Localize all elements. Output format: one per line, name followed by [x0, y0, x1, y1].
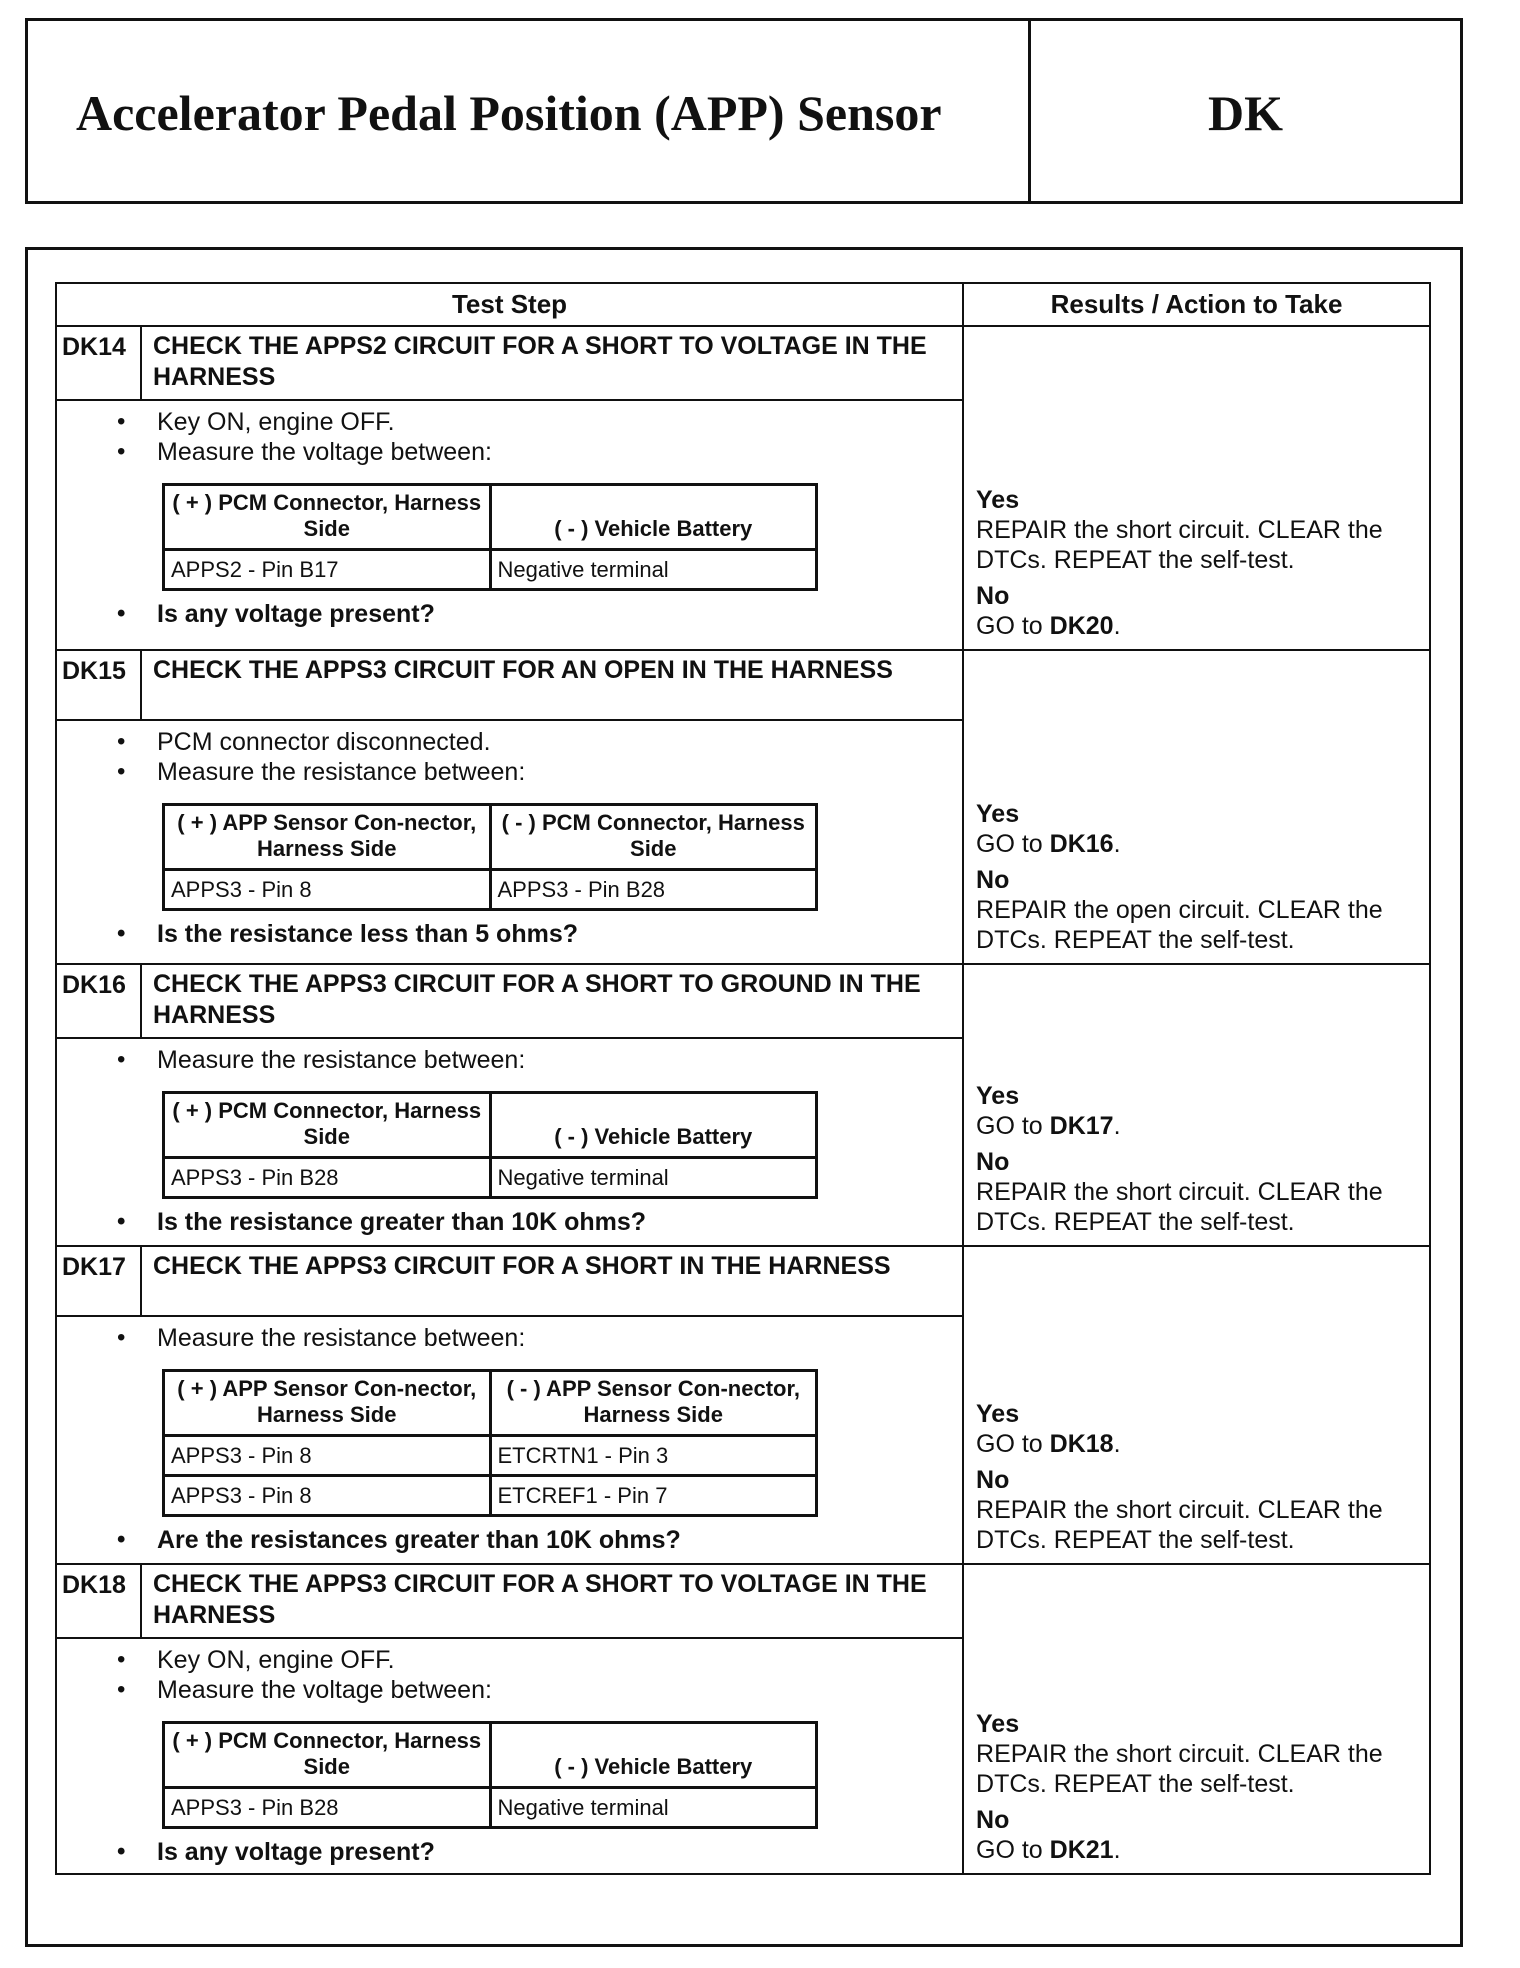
section-code: DK — [1208, 85, 1283, 141]
yes-action: REPAIR the short circuit. CLEAR the DTCs. REPEAT the self-test. — [976, 516, 1383, 574]
step-result — [963, 1246, 1430, 1564]
instruction-item: • Measure the voltage between: — [157, 437, 962, 467]
instruction-item: • PCM connector disconnected. — [157, 727, 962, 757]
instruction-item: • Measure the resistance between: — [157, 1323, 962, 1353]
measurement-cell: APPS3 - Pin B28 — [490, 870, 817, 910]
measurement-table — [162, 1721, 818, 1829]
yes-action: REPAIR the short circuit. CLEAR the DTCs. REPEAT the self-test. — [976, 1740, 1383, 1798]
step-row-dk15 — [56, 650, 1430, 720]
step-id: DK17 — [56, 1246, 141, 1316]
measurement-header: ( + ) PCM Connector, Harness Side — [164, 485, 491, 550]
step-id: DK18 — [56, 1564, 141, 1638]
question-list — [57, 1207, 962, 1237]
measurement-header: ( - ) Vehicle Battery — [490, 1093, 817, 1158]
question-list — [57, 1525, 962, 1555]
yes-label: Yes — [976, 1400, 1020, 1428]
results-header: Results / Action to Take — [963, 283, 1430, 326]
no-action: REPAIR the short circuit. CLEAR the DTCs. REPEAT the self-test. — [976, 1178, 1383, 1236]
measurement-header: ( + ) APP Sensor Con-nector, Harness Side — [164, 1371, 491, 1436]
measurement-cell: APPS3 - Pin 8 — [164, 1436, 491, 1476]
measurement-cell: APPS3 - Pin B28 — [164, 1788, 491, 1828]
step-body — [56, 400, 963, 650]
yes-label: Yes — [976, 486, 1020, 514]
step-result — [963, 964, 1430, 1246]
measurement-header: ( - ) Vehicle Battery — [490, 485, 817, 550]
no-action: REPAIR the short circuit. CLEAR the DTCs. REPEAT the self-test. — [976, 1496, 1383, 1554]
page-header — [25, 18, 1463, 204]
step-title: CHECK THE APPS2 CIRCUIT FOR A SHORT TO VOLTAGE IN THE HARNESS — [141, 326, 963, 400]
step-reference: DK18 — [1049, 1430, 1114, 1458]
measurement-header: ( - ) PCM Connector, Harness Side — [490, 805, 817, 870]
measurement-header: ( + ) APP Sensor Con-nector, Harness Side — [164, 805, 491, 870]
instruction-list — [57, 1323, 962, 1353]
no-label: No — [976, 582, 1010, 610]
measurement-cell: APPS3 - Pin 8 — [164, 870, 491, 910]
step-result — [963, 1564, 1430, 1874]
measurement-cell: Negative terminal — [490, 1158, 817, 1198]
measurement-row — [164, 1788, 817, 1828]
step-id: DK15 — [56, 650, 141, 720]
instruction-list — [57, 1645, 962, 1705]
measurement-cell: APPS3 - Pin 8 — [164, 1476, 491, 1516]
measurement-row — [164, 550, 817, 590]
measurement-row — [164, 870, 817, 910]
yes-label: Yes — [976, 1710, 1020, 1738]
step-question: • Is any voltage present? — [157, 1837, 962, 1867]
page-title: Accelerator Pedal Position (APP) Sensor — [28, 21, 1031, 201]
measurement-cell: APPS2 - Pin B17 — [164, 550, 491, 590]
step-id: DK16 — [56, 964, 141, 1038]
instruction-item: • Measure the voltage between: — [157, 1675, 962, 1705]
instruction-item: • Key ON, engine OFF. — [157, 407, 962, 437]
instruction-list — [57, 727, 962, 787]
measurement-table — [162, 483, 818, 591]
step-row-dk17 — [56, 1246, 1430, 1316]
step-title: CHECK THE APPS3 CIRCUIT FOR A SHORT IN THE HARNESS — [141, 1246, 963, 1316]
step-title: CHECK THE APPS3 CIRCUIT FOR AN OPEN IN THE HARNESS — [141, 650, 963, 720]
step-question: • Are the resistances greater than 10K ohms? — [157, 1525, 962, 1555]
step-reference: DK21 — [1049, 1836, 1114, 1864]
step-result — [963, 650, 1430, 964]
yes-action: GO to DK18. — [976, 1430, 1121, 1458]
steps-body — [56, 326, 1430, 1874]
yes-action: GO to DK17. — [976, 1112, 1121, 1140]
yes-action: GO to DK16. — [976, 830, 1121, 858]
step-reference: DK20 — [1049, 612, 1114, 640]
measurement-cell: ETCRTN1 - Pin 3 — [490, 1436, 817, 1476]
measurement-header: ( + ) PCM Connector, Harness Side — [164, 1093, 491, 1158]
step-body — [56, 1638, 963, 1874]
step-question: • Is the resistance greater than 10K ohms? — [157, 1207, 962, 1237]
yes-label: Yes — [976, 800, 1020, 828]
measurement-cell: Negative terminal — [490, 550, 817, 590]
step-row-dk14 — [56, 326, 1430, 400]
instruction-item: • Measure the resistance between: — [157, 757, 962, 787]
question-list — [57, 1837, 962, 1867]
question-list — [57, 919, 962, 949]
procedure-table — [55, 282, 1431, 1875]
measurement-header: ( - ) APP Sensor Con-nector, Harness Side — [490, 1371, 817, 1436]
measurement-cell: APPS3 - Pin B28 — [164, 1158, 491, 1198]
no-label: No — [976, 1148, 1010, 1176]
instruction-item: • Key ON, engine OFF. — [157, 1645, 962, 1675]
step-result — [963, 326, 1430, 650]
step-body — [56, 1316, 963, 1564]
measurement-table — [162, 1091, 818, 1199]
measurement-table — [162, 803, 818, 911]
step-reference: DK16 — [1049, 830, 1114, 858]
test-step-header: Test Step — [56, 283, 963, 326]
instruction-list — [57, 1045, 962, 1075]
measurement-row — [164, 1436, 817, 1476]
step-question: • Is any voltage present? — [157, 599, 962, 629]
step-title: CHECK THE APPS3 CIRCUIT FOR A SHORT TO VOLTAGE IN THE HARNESS — [141, 1564, 963, 1638]
step-row-dk18 — [56, 1564, 1430, 1638]
step-body — [56, 720, 963, 964]
no-label: No — [976, 866, 1010, 894]
measurement-cell: Negative terminal — [490, 1788, 817, 1828]
measurement-table — [162, 1369, 818, 1517]
yes-label: Yes — [976, 1082, 1020, 1110]
step-title: CHECK THE APPS3 CIRCUIT FOR A SHORT TO GROUND IN THE HARNESS — [141, 964, 963, 1038]
measurement-row — [164, 1476, 817, 1516]
no-label: No — [976, 1466, 1010, 1494]
no-action: GO to DK20. — [976, 612, 1121, 640]
measurement-header: ( + ) PCM Connector, Harness Side — [164, 1723, 491, 1788]
measurement-row — [164, 1158, 817, 1198]
question-list — [57, 599, 962, 629]
step-body — [56, 1038, 963, 1246]
instruction-list — [57, 407, 962, 467]
no-action: GO to DK21. — [976, 1836, 1121, 1864]
step-question: • Is the resistance less than 5 ohms? — [157, 919, 962, 949]
measurement-header: ( - ) Vehicle Battery — [490, 1723, 817, 1788]
no-label: No — [976, 1806, 1010, 1834]
step-row-dk16 — [56, 964, 1430, 1038]
step-id: DK14 — [56, 326, 141, 400]
measurement-cell: ETCREF1 - Pin 7 — [490, 1476, 817, 1516]
no-action: REPAIR the open circuit. CLEAR the DTCs. REPEAT the self-test. — [976, 896, 1383, 954]
step-reference: DK17 — [1049, 1112, 1114, 1140]
instruction-item: • Measure the resistance between: — [157, 1045, 962, 1075]
